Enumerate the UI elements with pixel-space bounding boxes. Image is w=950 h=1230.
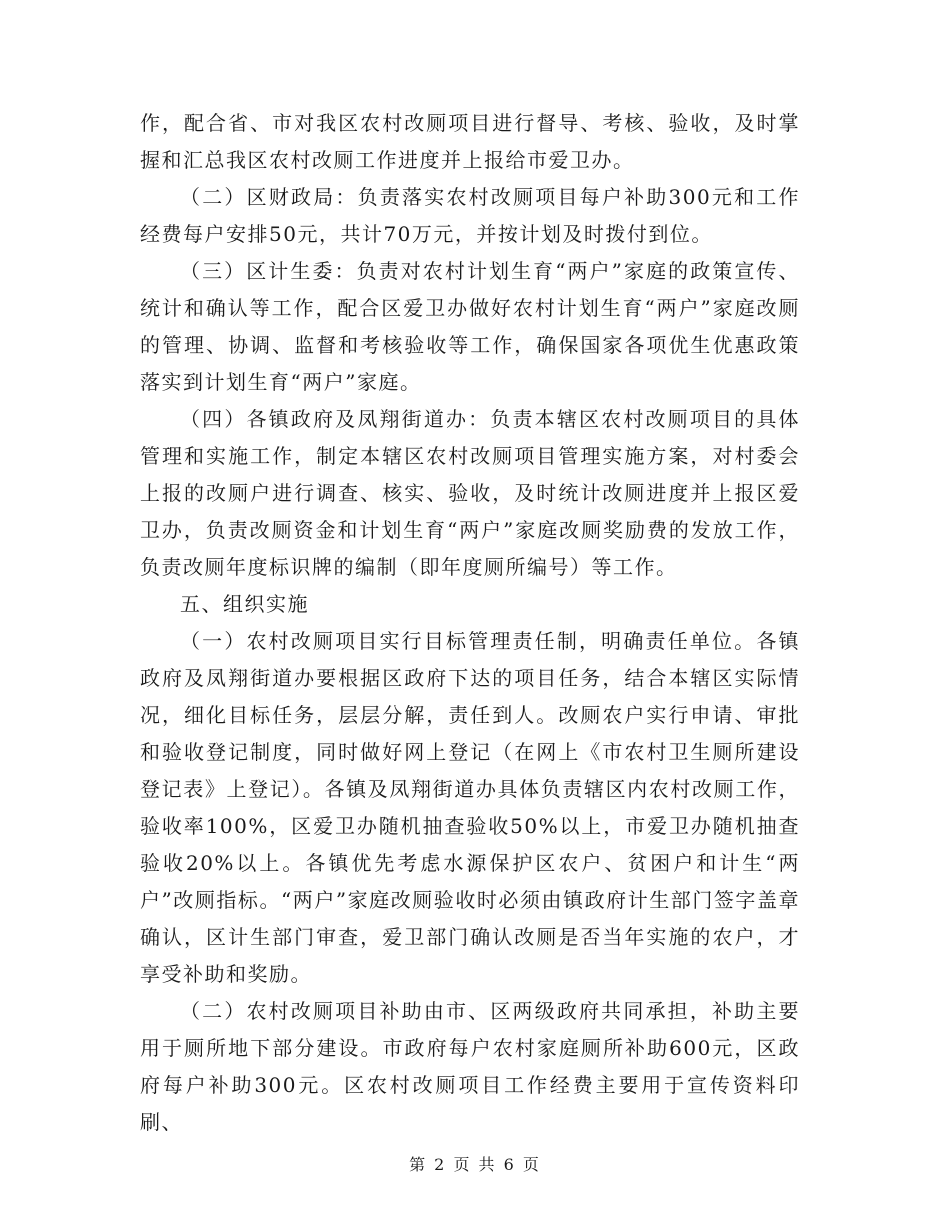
paragraph-3: （三）区计生委：负责对农村计划生育“两户”家庭的政策宣传、统计和确认等工作，配合区爱卫办做好农村计划生育“两户”家庭改厕的管理、协调、监督和考核验收等工作，确保国家各项优生优惠政策落实到计划生育“两户”家庭。 [140, 259, 800, 394]
paragraph-4: （四）各镇政府及凤翔街道办：负责本辖区农村改厕项目的具体管理和实施工作，制定本辖区农村改厕项目管理实施方案，对村委会上报的改厕户进行调查、核实、验收，及时统计改厕进度并上报区爱卫办，负责改厕资金和计划生育“两户”家庭改厕奖励费的发放工作，负责改厕年度标识牌的编制（即年度厕所编号）等工作。 [140, 407, 800, 579]
document-body [140, 105, 800, 1134]
paragraph-1: 作，配合省、市对我区农村改厕项目进行督导、考核、验收，及时掌握和汇总我区农村改厕工作进度并上报给市爱卫办。 [140, 111, 800, 172]
paragraph-7: （二）农村改厕项目补助由市、区两级政府共同承担，补助主要用于厕所地下部分建设。市政府每户农村家庭厕所补助600元，区政府每户补助300元。区农村改厕项目工作经费主要用于宣传资料印刷、 [140, 999, 800, 1134]
paragraph-2: （二）区财政局：负责落实农村改厕项目每户补助300元和工作经费每户安排50元，共计70万元，并按计划及时拨付到位。 [140, 185, 800, 246]
section-heading-5: 五、组织实施 [180, 592, 309, 616]
paragraph-6: （一）农村改厕项目实行目标管理责任制，明确责任单位。各镇政府及凤翔街道办要根据区政府下达的项目任务，结合本辖区实际情况，细化目标任务，层层分解，责任到人。改厕农户实行申请、审批和验收登记制度，同时做好网上登记（在网上《市农村卫生厕所建设登记表》上登记）。各镇及凤翔街道办具体负责辖区内农村改厕工作，验收率100%，区爱卫办随机抽查验收50%以上，市爱卫办随机抽查验收20%以上。各镇优先考虑水源保护区农户、贫困户和计生“两户”改厕指标。“两户”家庭改厕验收时必须由镇政府计生部门签字盖章确认，区计生部门审查，爱卫部门确认改厕是否当年实施的农户，才享受补助和奖励。 [140, 629, 800, 986]
page-number-footer: 第 2 页 共 6 页 [409, 1155, 541, 1174]
